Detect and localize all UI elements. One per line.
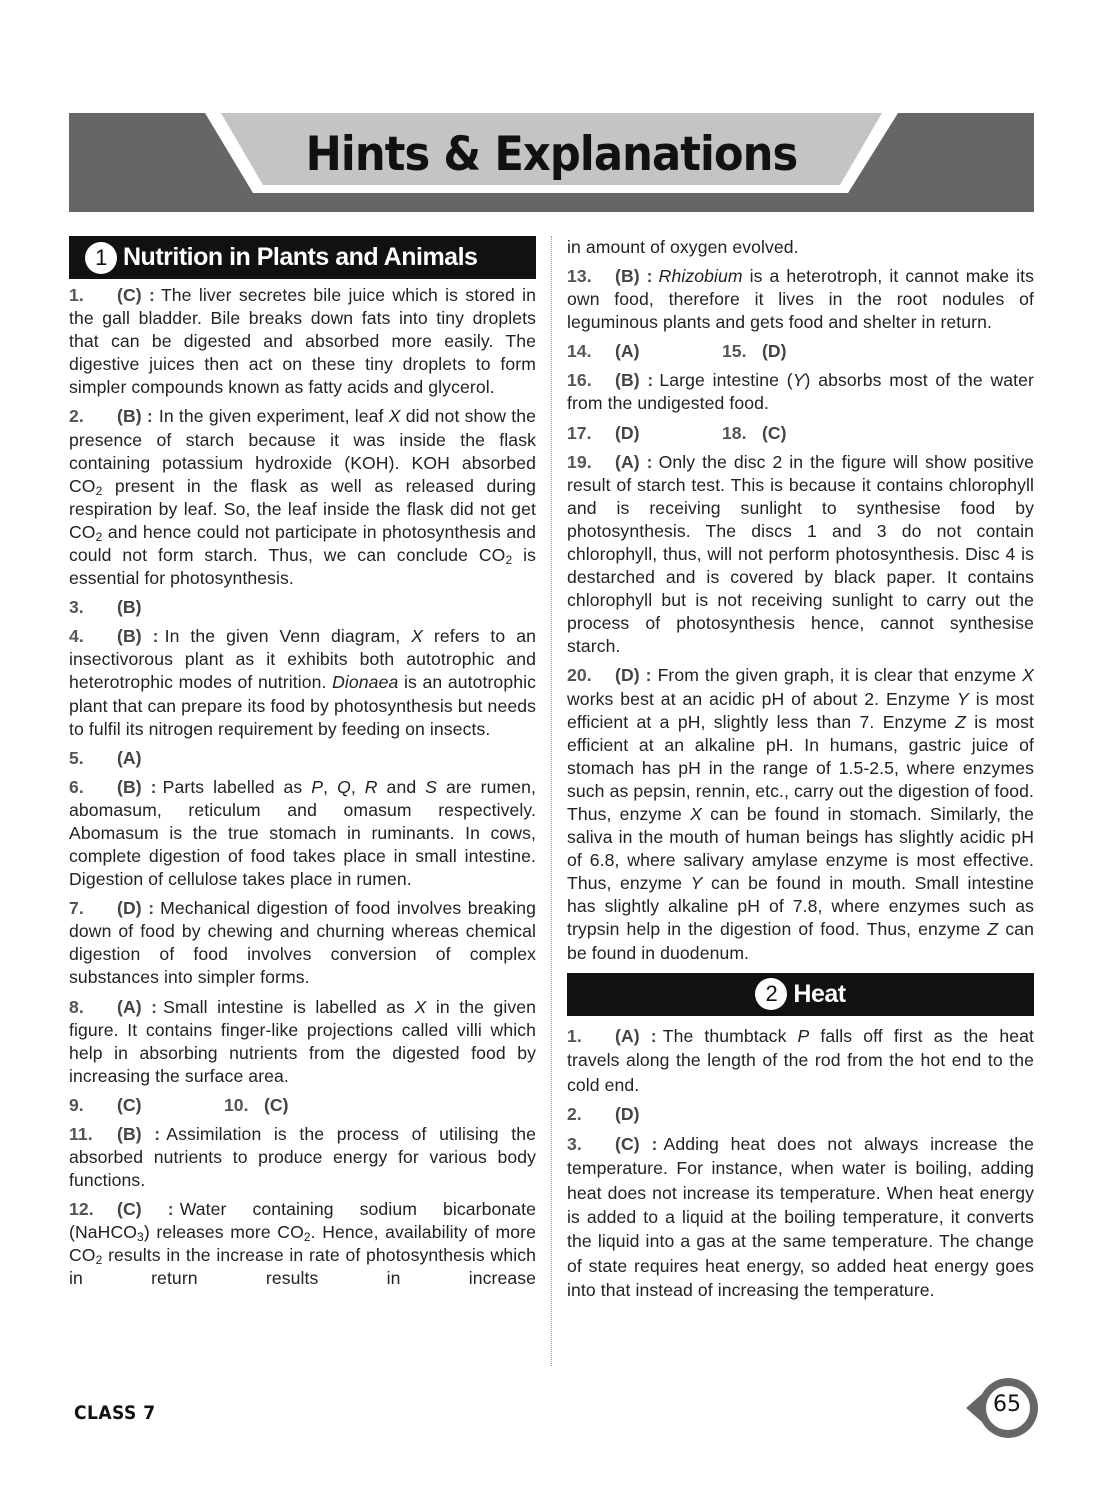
chapter-heading-1 (69, 236, 536, 279)
page-header-banner (69, 113, 1034, 212)
answer-item-pair: 9. (C) 10. (C) (69, 1094, 289, 1115)
column-divider (551, 236, 552, 1366)
right-column (567, 236, 1034, 1308)
answer-item: 2. (D) (567, 1104, 640, 1125)
page-title: Hints & Explanations (305, 127, 798, 182)
answer-item: 3. (B) (69, 597, 142, 618)
answer-item: 1. (A) : The thumbtack P falls off first as the heat travels along the length of the rod from the hot end to the cold end. (567, 1025, 1034, 1095)
page-number: 65 (993, 1392, 1021, 1417)
answer-item: 13. (B) : Rhizobium is a heterotroph, it cannot make its own food, therefore it lives in the root nodules of leguminous plants and gets food and shelter in return. (567, 266, 1035, 333)
answer-item-pair: 14. (A) 15. (D) (567, 341, 787, 362)
answer-item: 7. (D) : Mechanical digestion of food involves breaking down of food by chewing and churning whereas chemical digestion of food involves conversion of complex substances into simpler forms. (69, 898, 536, 988)
answer-item: 11. (B) : Assimilation is the process of utilising the absorbed nutrients to produce energy for various body functions. (69, 1123, 536, 1191)
answer-item: 1. (C) : The liver secretes bile juice which is stored in the gall bladder. Bile breaks down fats into tiny droplets that can be digested and absorbed more easily. The digestive juices then act on these tiny droplets to form simpler compounds known as fatty acids and glycerol. (69, 285, 536, 398)
answer-item: 19. (A) : Only the disc 2 in the figure will show positive result of starch test. This is because it contains chlorophyll and is receiving sunlight to synthesise food by photosynthesis. The discs 1 and 3 do not contain chlorophyll, thus, will not perform photosynthesis. Disc 4 is destarched and is covered by black paper. It contains chlorophyll but is not receiving sunlight to carry out the process of photosynthesis hence, cannot synthesise starch. (567, 451, 1034, 657)
answer-item: 3. (C) : Adding heat does not always increase the temperature. For instance, when water is boiling, adding heat does not increase its temperature. When heat energy is added to a liquid at the boiling temperature, it converts the liquid into a gas at the same temperature. The change of state requires heat energy, so added heat energy goes into that instead of increasing the temperature. (567, 1134, 1035, 1300)
class-label: CLASS 7 (74, 1402, 156, 1424)
answer-item-pair: 17. (D) 18. (C) (567, 422, 787, 443)
answer-item: 16. (B) : Large intestine (Y) absorbs most of the water from the undigested food. (567, 370, 1034, 414)
answer-item: 6. (B) : Parts labelled as P, Q, R and S are rumen, abomasum, reticulum and omasum respectively. Abomasum is the true stomach in ruminants. In cows, complete digestion of food takes place in small intestine. Digestion of cellulose takes place in rumen. (69, 776, 536, 890)
answer-item: 4. (B) : In the given Venn diagram, X refers to an insectivorous plant as it exhibits both autotrophic and heterotrophic modes of nutrition. Dionaea is an autotrophic plant that can prepare its food by photosynthesis but needs to fulfil its nitrogen requirement by feeding on insects. (69, 626, 536, 739)
answer-item: 5. (A) (69, 747, 142, 768)
chapter-title: Nutrition in Plants and Animals (123, 243, 478, 271)
answer-item: 20. (D) : From the given graph, it is clear that enzyme X works best at an acidic pH of about 2. Enzyme Y is most efficient at a pH, slightly less than 7. Enzyme Z is most efficient at an alkaline pH. In humans, gastric juice of stomach has pH in the range of 1.5-2.5, where enzymes such as pepsin, rennin, etc., carry out the digestion of food. Thus, enzyme X can be found in stomach. Similarly, the saliva in the mouth of human beings has slightly acidic pH of 6.8, where salivary amylase enzyme is most effective. Thus, enzyme Y can be found in mouth. Small intestine has slightly alkaline pH of 7.8, where enzymes such as trypsin help in the digestion of food. Thus, enzyme Z can be found in duodenum. (567, 665, 1034, 963)
answer-item: 2. (B) : In the given experiment, leaf X did not show the presence of starch because it was inside the flask containing potassium hydroxide (KOH). KOH absorbed $CO_2$ present in the flask as well as released during respiration by leaf. So, the leaf inside the flask did not get $CO_2$ and hence could not participate in photosynthesis and could not form starch. Thus, we can conclude $CO_2$ is essential for photosynthesis. (69, 406, 537, 589)
chapter-number-badge: 1 (85, 242, 117, 274)
chapter-number-badge: 2 (755, 978, 787, 1010)
answer-continuation: in amount of oxygen evolved. (567, 237, 799, 257)
left-column (69, 236, 536, 1297)
chapter-heading-2 (567, 973, 1034, 1016)
chapter-title: Heat (793, 979, 846, 1008)
answer-item: 8. (A) : Small intestine is labelled as X in the given figure. It contains finger-like projections called villi which help in absorbing nutrients from the digested food by increasing the surface area. (69, 996, 536, 1086)
answer-item: 12. (C) : Water containing sodium bicarbonate (NaHCO$_3$) releases more $CO_2$. Hence, availability of more $CO_2$ results in the increase in rate of photosynthesis which in return results in increase (69, 1199, 537, 1289)
